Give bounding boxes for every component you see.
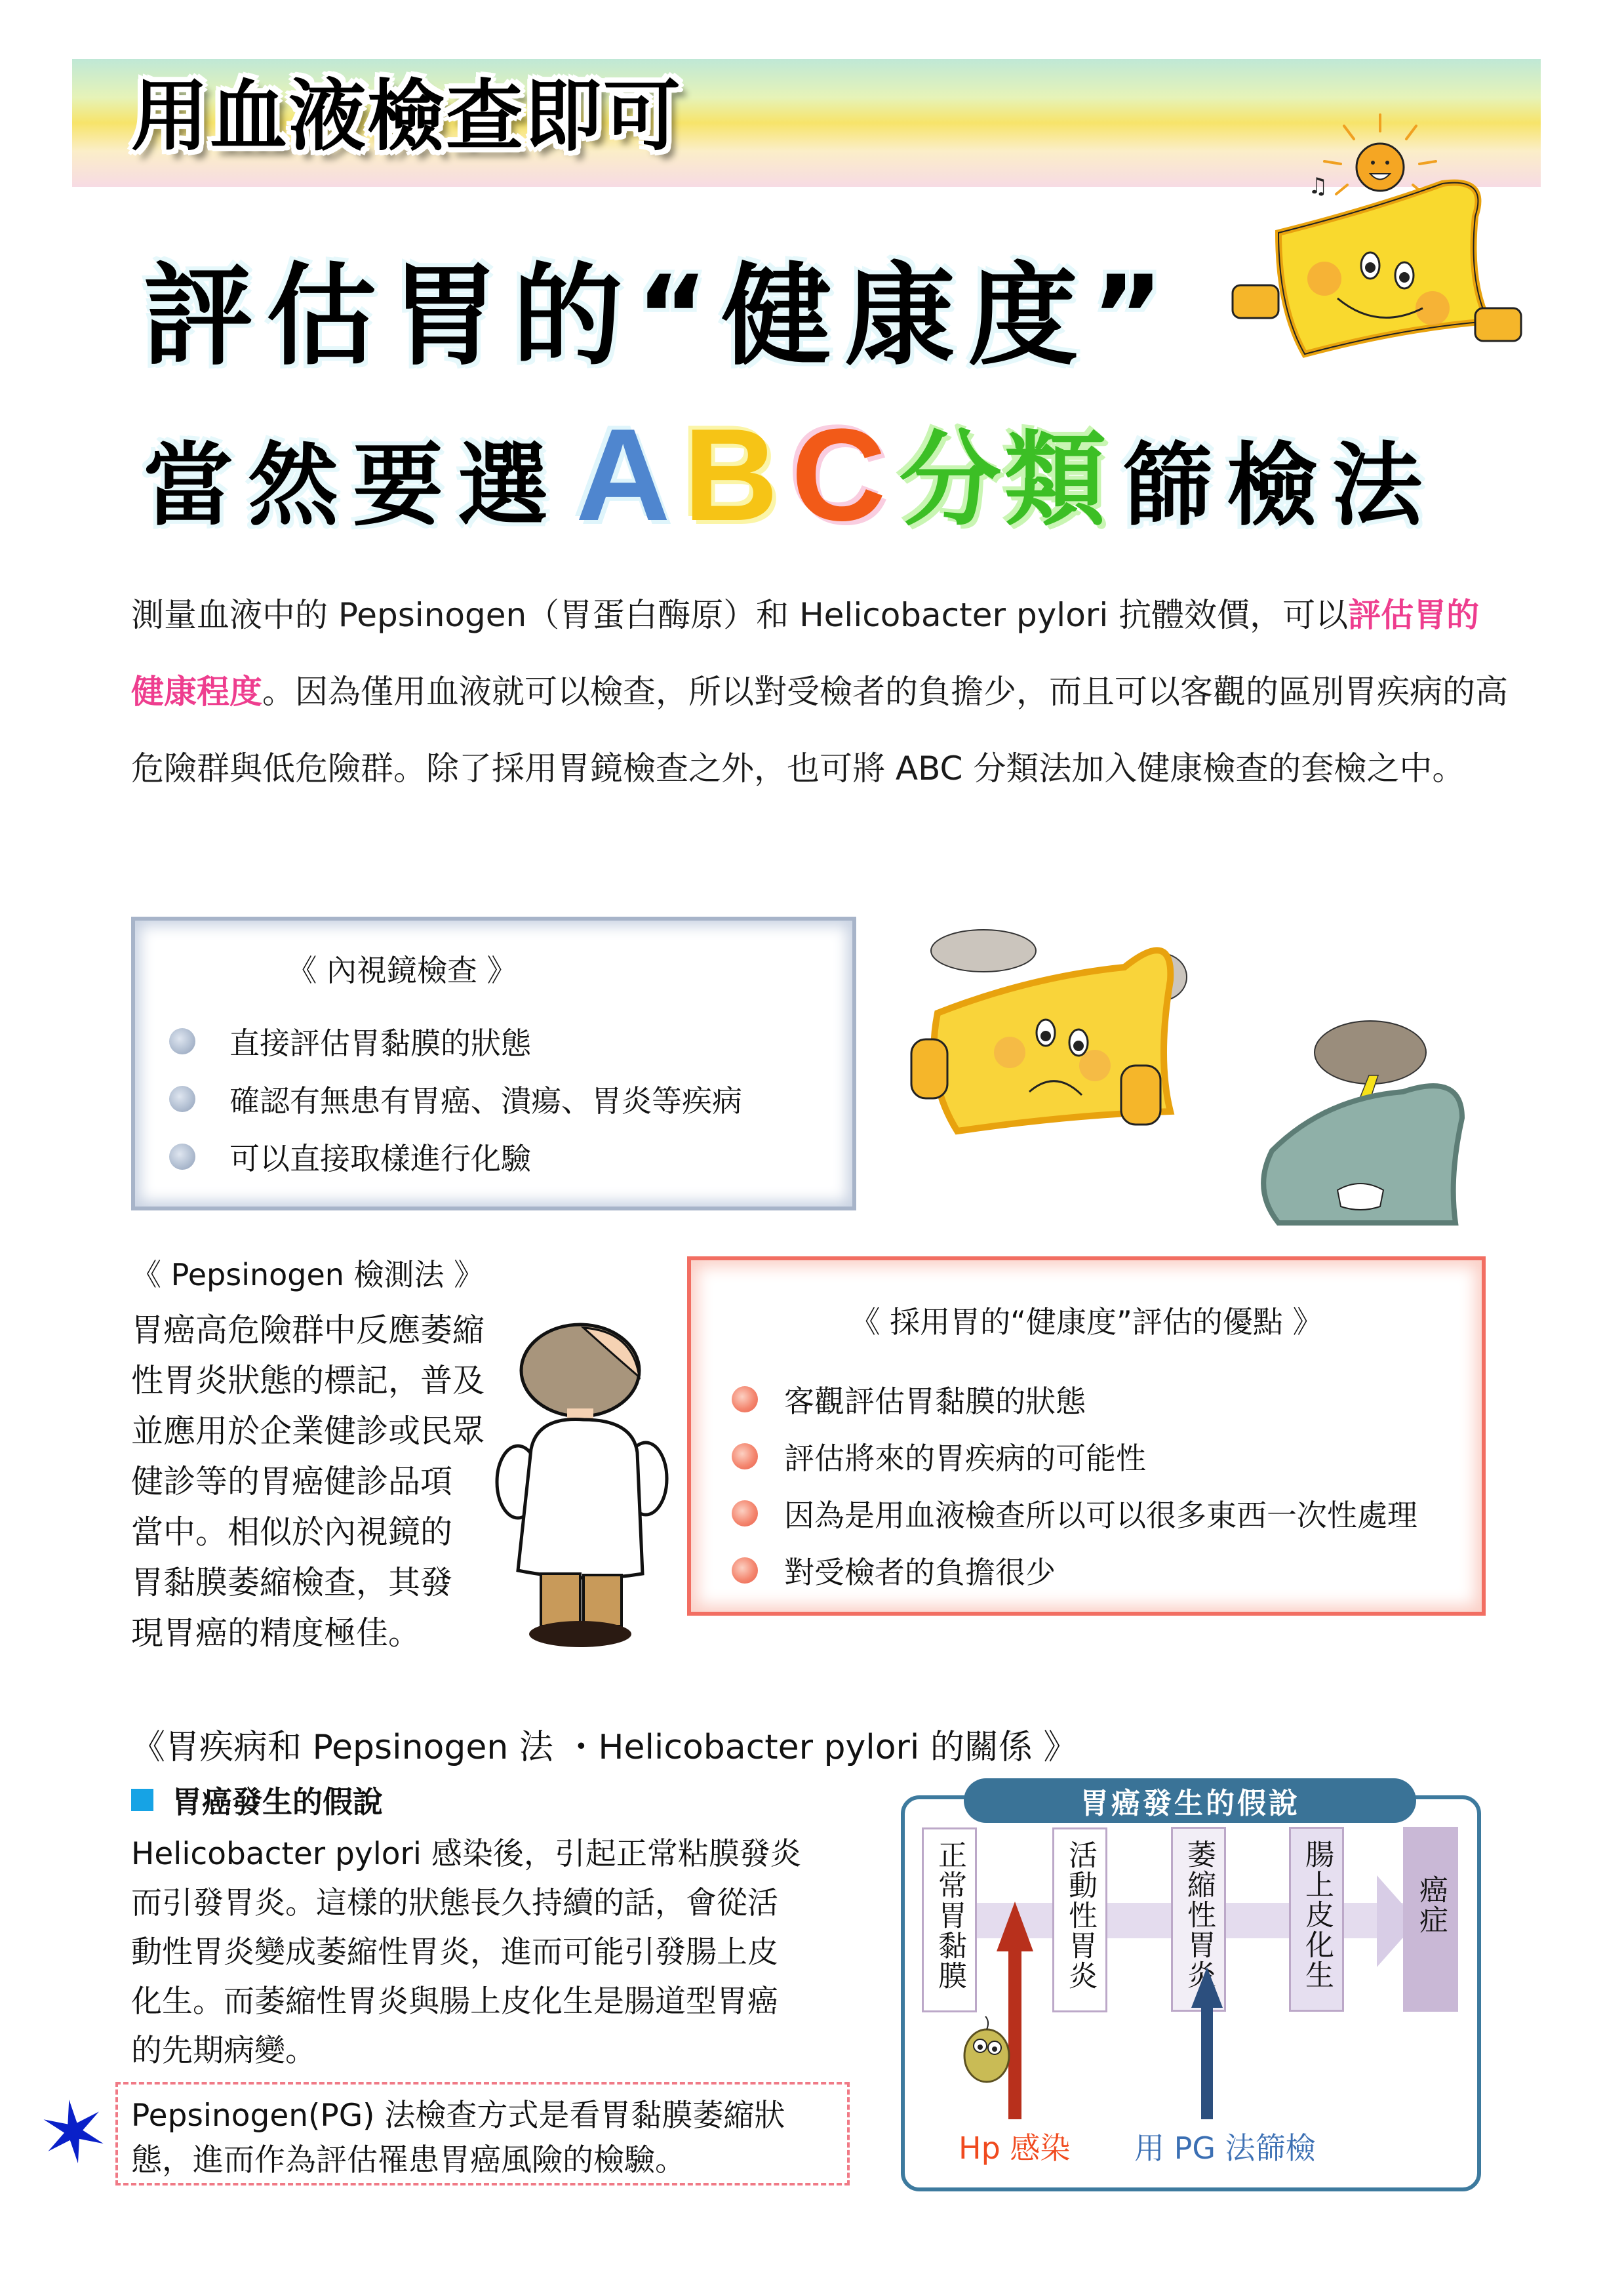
list-item-text: 客觀評估胃黏膜的狀態	[784, 1383, 1086, 1419]
list-item	[732, 1427, 1417, 1485]
sun-icon	[1324, 115, 1436, 194]
stage-normal-mucosa: 正常胃黏膜	[922, 1827, 977, 2012]
endoscopy-box	[131, 917, 856, 1210]
stage-cancer: 癌症	[1403, 1827, 1458, 2012]
advantages-title: 《 採用胃的“健康度”評估的優點 》	[850, 1304, 1323, 1340]
abc-letter-c: C	[791, 402, 886, 548]
hypothesis-subheading	[131, 1778, 383, 1822]
headline-suffix: 篩檢法	[1122, 433, 1437, 538]
bullet-icon	[732, 1557, 758, 1584]
text-line: 而引發胃炎。這樣的狀態長久持續的話，會從活	[131, 1885, 778, 1921]
bullet-icon	[169, 1144, 195, 1170]
advantages-box	[687, 1256, 1486, 1616]
text-line: Pepsinogen(PG) 法檢查方式是看胃黏膜萎縮狀	[131, 2098, 785, 2134]
text-line: 現胃癌的精度極佳。	[131, 1614, 421, 1652]
text-line: 性胃炎狀態的標記，普及	[131, 1362, 485, 1399]
text-line: 動性胃炎變成萎縮性胃炎，進而可能引發腸上皮	[131, 1934, 778, 1970]
diagram-title: 胃癌發生的假說	[964, 1778, 1416, 1823]
headline-line-2	[143, 402, 1437, 548]
bullet-icon	[732, 1443, 758, 1469]
doctor-back-illustration	[485, 1305, 682, 1659]
hp-arrow-icon	[997, 1902, 1033, 1951]
text-line: 的先期病變。	[131, 2033, 316, 2069]
stage-intestinal-metaplasia: 腸上皮化生	[1289, 1827, 1344, 2012]
handwritten-star-icon: ✶	[31, 2079, 116, 2187]
bullet-icon	[169, 1028, 195, 1054]
list-item	[169, 1070, 742, 1128]
text-line: 態，進而作為評估罹患胃癌風險的檢驗。	[131, 2142, 686, 2178]
bullet-icon	[732, 1500, 758, 1527]
hypothesis-body	[131, 1829, 859, 2075]
list-item-text: 評估將來的胃疾病的可能性	[784, 1440, 1146, 1476]
pg-screening-label: 用 PG 法篩檢	[1134, 2130, 1316, 2166]
headline-line-1: 評估胃的“健康度”	[143, 252, 1177, 380]
bullet-icon	[732, 1386, 758, 1412]
list-item-text: 因為是用血液檢查所以可以很多東西一次性處理	[784, 1497, 1417, 1533]
advantages-list	[732, 1370, 1417, 1599]
subheading-text: 胃癌發生的假說	[172, 1784, 383, 1820]
relationship-title: 《胃疾病和 Pepsinogen 法 ・Helicobacter pylori 的關係 》	[131, 1728, 1078, 1767]
list-item-text: 確認有無患有胃癌、潰瘍、胃炎等疾病	[229, 1083, 742, 1119]
abc-letter-b: B	[683, 402, 778, 548]
list-item-text: 可以直接取樣進行化驗	[229, 1141, 531, 1176]
pg-arrow-shaft	[1201, 2004, 1213, 2119]
headline-prefix: 當然要選	[143, 433, 563, 538]
abc-letter-a: A	[576, 402, 671, 548]
pepsinogen-body	[131, 1305, 505, 1658]
classification-label: 分類	[899, 420, 1109, 540]
happy-stomach-illustration	[1206, 111, 1528, 374]
pepsinogen-title: 《 Pepsinogen 檢測法 》	[131, 1257, 485, 1292]
intro-part-2: 。因為僅用血液就可以檢查，所以對受檢者的負擔少，而且可以客觀的區別胃疾病的高危險群與低危險群。除了採用胃鏡檢查之外，也可將 ABC 分類法加入健康檢查的套檢之中。	[131, 673, 1508, 788]
intro-paragraph	[131, 577, 1508, 807]
text-line: 當中。相似於內視鏡的	[131, 1513, 453, 1551]
endoscopy-title: 《 內視鏡檢查 》	[287, 953, 517, 988]
text-line: 健診等的胃癌健診品項	[131, 1463, 453, 1500]
list-item	[732, 1370, 1417, 1427]
hp-infection-label: Hp 感染	[959, 2130, 1071, 2166]
intro-highlight: 評估胃的健康程度	[131, 596, 1480, 711]
text-line: 化生。而萎縮性胃炎與腸上皮化生是腸道型胃癌	[131, 1984, 778, 2020]
stage-atrophic-gastritis: 萎縮性胃炎	[1171, 1827, 1226, 2012]
pg-note-box	[115, 2082, 850, 2185]
list-item-text: 對受檢者的負擔很少	[784, 1554, 1056, 1590]
banner-title: 用血液檢查即可	[131, 71, 683, 161]
bacteria-icon	[954, 2016, 1020, 2088]
text-line: 胃黏膜萎縮檢查，其發	[131, 1564, 453, 1601]
text-line: 胃癌高危險群中反應萎縮	[131, 1311, 485, 1349]
text-line: Helicobacter pylori 感染後，引起正常粘膜發炎	[131, 1836, 801, 1872]
music-note-icon: ♫	[1308, 173, 1328, 199]
worried-stomachs-illustration	[898, 915, 1475, 1229]
intro-part-1: 測量血液中的 Pepsinogen（胃蛋白酶原）和 Helicobacter pylori 抗體效價，可以	[131, 596, 1349, 634]
bullet-icon	[169, 1086, 195, 1112]
list-item	[732, 1485, 1417, 1542]
square-bullet-icon	[131, 1789, 153, 1811]
text-line: 並應用於企業健診或民眾	[131, 1412, 485, 1450]
list-item	[169, 1012, 742, 1070]
list-item	[169, 1128, 742, 1186]
storm-cloud-icon	[1315, 1021, 1426, 1084]
pg-arrow-icon	[1191, 1967, 1223, 2008]
stage-active-gastritis: 活動性胃炎	[1052, 1827, 1107, 2012]
list-item-text: 直接評估胃黏膜的狀態	[229, 1026, 531, 1061]
list-item	[732, 1542, 1417, 1599]
endoscopy-list	[169, 1012, 742, 1186]
